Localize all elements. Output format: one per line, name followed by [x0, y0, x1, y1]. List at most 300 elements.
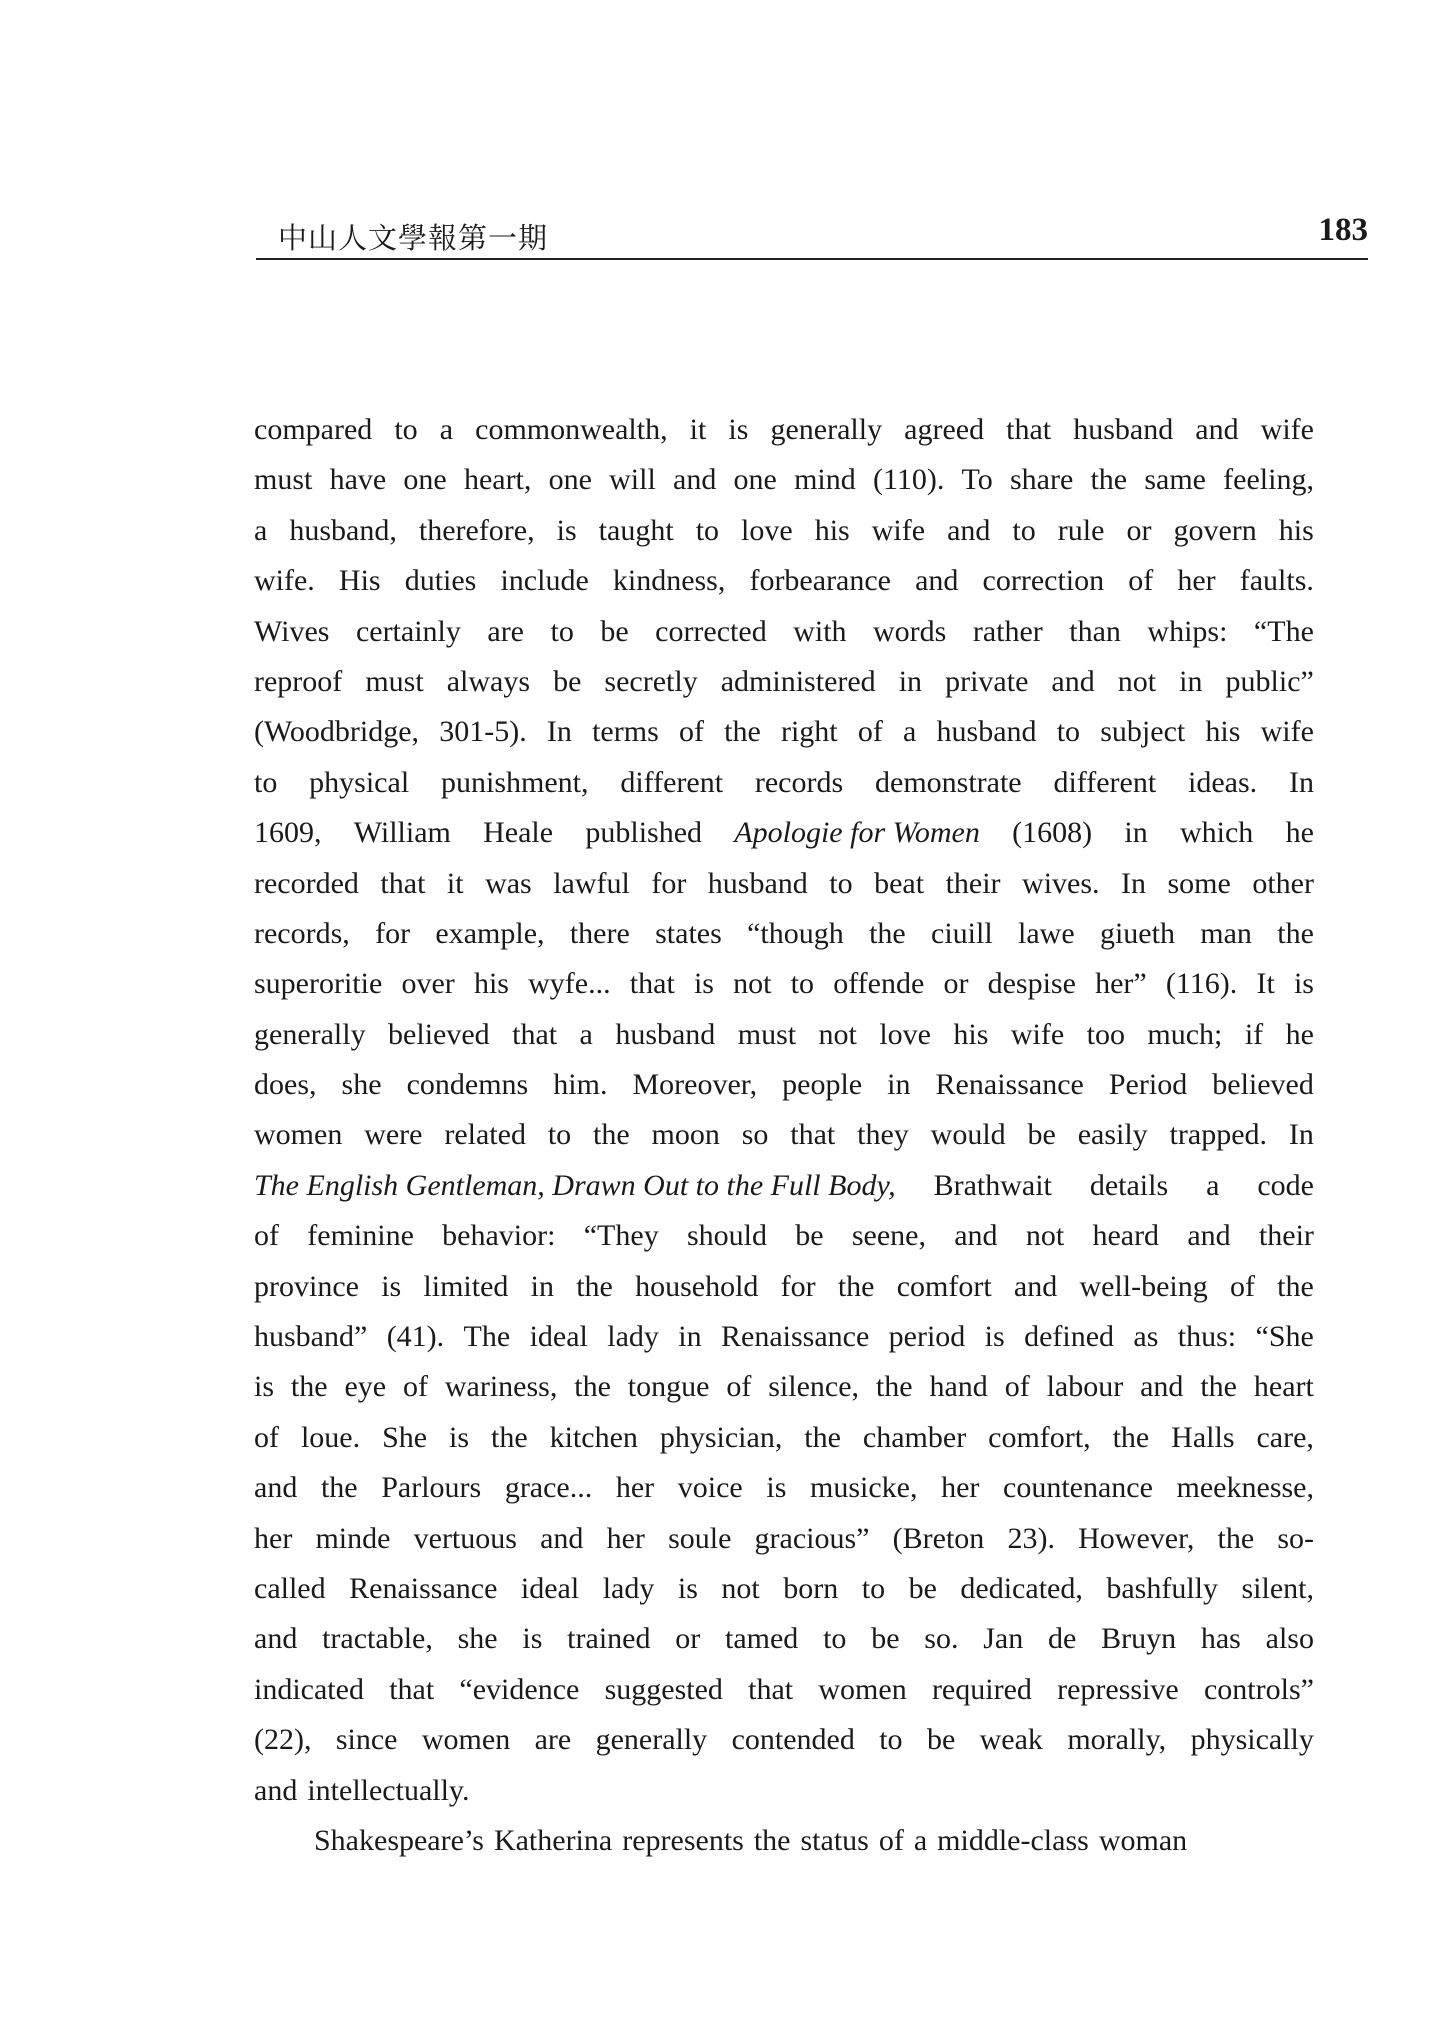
word: hand [929, 1370, 988, 1404]
word: a [903, 715, 917, 749]
word: His [338, 564, 381, 598]
word: that [512, 1017, 558, 1051]
word: generally [770, 413, 883, 446]
word: Renaissance [721, 1320, 870, 1354]
word: are [534, 1723, 572, 1757]
word: to [550, 614, 574, 648]
word: so- [1277, 1521, 1314, 1555]
word: to [823, 1622, 847, 1656]
text-line [254, 1766, 1314, 1816]
text-line [254, 959, 1314, 1009]
word: of [402, 1370, 428, 1404]
text-line [254, 909, 1314, 959]
word: of [726, 1370, 752, 1404]
word: women [818, 1672, 907, 1706]
word: household [635, 1269, 759, 1303]
word: physical [309, 765, 410, 799]
word: bashfully [1106, 1571, 1218, 1605]
word: meeknesse, [1176, 1471, 1314, 1505]
word: that [389, 1672, 435, 1706]
word: In [1288, 1118, 1314, 1152]
text-line [254, 657, 1314, 707]
word: Parlours [381, 1471, 482, 1505]
word: (1608) [1012, 816, 1093, 850]
word: middle-class [937, 1823, 1089, 1857]
text-line [254, 607, 1314, 657]
word: should [686, 1219, 767, 1253]
word: or [943, 967, 969, 1001]
word: his [473, 967, 509, 1001]
word: represents [622, 1823, 744, 1857]
word: his [814, 513, 850, 547]
word: is [522, 1622, 543, 1656]
text-line [254, 808, 1314, 858]
word: wife [871, 513, 926, 547]
text-line [254, 1816, 1314, 1866]
word: William [353, 816, 451, 850]
word: “though [747, 916, 844, 950]
word: and [1051, 664, 1095, 698]
word: over [401, 967, 455, 1001]
word: comfort, [988, 1420, 1091, 1454]
body-text [254, 405, 1314, 1866]
word: indicated [254, 1672, 364, 1706]
word: as [1133, 1320, 1159, 1354]
word: to [790, 967, 815, 1001]
word: love [879, 1017, 931, 1051]
word: the [1200, 1370, 1237, 1404]
word: certainly [355, 614, 461, 648]
word: ideal [529, 1320, 588, 1354]
word: rule [1057, 513, 1105, 547]
word: the [593, 1118, 630, 1152]
word: “She [1255, 1320, 1314, 1354]
word: “evidence [459, 1672, 580, 1706]
word: repressive [1057, 1672, 1179, 1706]
word: forbearance [749, 564, 892, 598]
word: corrected [655, 614, 767, 648]
word: that [380, 866, 426, 900]
word: her [941, 1471, 980, 1505]
word: commonwealth, [475, 413, 668, 446]
word: be [908, 1571, 937, 1605]
word: the [290, 1370, 328, 1404]
word: faults. [1239, 564, 1314, 598]
word: and [1140, 1370, 1184, 1404]
text-line [254, 1463, 1314, 1513]
word: different [1053, 765, 1157, 799]
word: and [540, 1521, 584, 1555]
word: of [254, 1219, 279, 1253]
word: other [1252, 866, 1314, 900]
word: feeling, [1223, 463, 1314, 497]
word: correction [982, 564, 1105, 598]
word: 1609, [254, 816, 322, 850]
word: the [490, 1420, 528, 1454]
word: the [724, 715, 761, 749]
word: his [953, 1017, 989, 1051]
text-line [254, 1110, 1314, 1160]
word: not [1025, 1219, 1065, 1253]
word: to [695, 513, 720, 547]
word: ideal [520, 1571, 580, 1605]
text-line [254, 1514, 1314, 1564]
word: a [579, 1017, 593, 1051]
word: soule [668, 1521, 732, 1555]
word: intellectually. [307, 1773, 470, 1807]
word: include [500, 564, 589, 598]
word: he [1285, 1017, 1314, 1051]
word: physically [1190, 1723, 1314, 1757]
word: a [439, 413, 454, 446]
word: trapped. [1169, 1118, 1268, 1152]
word: so. [924, 1622, 959, 1656]
word: wariness, [444, 1370, 558, 1404]
word: than [1069, 614, 1121, 648]
word: words [873, 614, 947, 648]
word: generally [595, 1723, 708, 1757]
word: is [381, 1269, 402, 1303]
word: lady [602, 1571, 655, 1605]
word: be [926, 1723, 956, 1757]
text-line [254, 1262, 1314, 1312]
word: too [1086, 1017, 1125, 1051]
text-line [254, 1715, 1314, 1765]
word: duties [404, 564, 477, 598]
word: not [721, 1571, 760, 1605]
word: right [780, 715, 838, 749]
word: Moreover, [632, 1068, 758, 1102]
word: to [879, 1723, 903, 1757]
word: the [1277, 916, 1314, 950]
word: be [795, 1219, 824, 1253]
text-line [254, 1665, 1314, 1715]
word: born [783, 1571, 839, 1605]
word: for [780, 1269, 816, 1303]
word: de [1048, 1622, 1077, 1656]
word: so [741, 1118, 769, 1152]
word: Halls [1171, 1420, 1235, 1454]
word: husband [936, 715, 1037, 749]
word: thus: [1177, 1320, 1237, 1354]
word: details [1089, 1168, 1169, 1202]
word: (Woodbridge, [254, 715, 420, 749]
word: one [733, 463, 777, 497]
word: not [1117, 664, 1157, 698]
word: recorded [254, 866, 359, 900]
word: beat [874, 866, 925, 900]
word: Wives [254, 614, 330, 648]
word: chamber [862, 1420, 967, 1454]
word: always [446, 664, 531, 698]
word: records, [254, 916, 350, 950]
word: for [651, 866, 687, 900]
word: and [954, 1219, 998, 1253]
word: subject [1100, 715, 1186, 749]
word: wife [1260, 413, 1314, 446]
word: terms [592, 715, 659, 749]
word: generally [254, 1017, 366, 1051]
word: silent, [1241, 1571, 1314, 1605]
word: wyfe... [528, 967, 611, 1001]
word: of [678, 715, 704, 749]
word: physician, [659, 1420, 783, 1454]
text-line [254, 506, 1314, 556]
word: is [254, 1370, 275, 1404]
word: and [254, 1471, 298, 1505]
text-line [254, 707, 1314, 757]
word: the [753, 1823, 791, 1857]
word: also [1265, 1622, 1314, 1656]
word: to [547, 1118, 572, 1152]
word: grace... [504, 1471, 593, 1505]
word: Shakespeare’s [314, 1823, 484, 1857]
word: province [254, 1269, 359, 1303]
word: the [1217, 1521, 1255, 1555]
word: musicke, [809, 1471, 918, 1505]
word: mind [794, 463, 856, 497]
word: dedicated, [960, 1571, 1083, 1605]
word: be [553, 664, 582, 698]
word: Renaissance [935, 1068, 1084, 1102]
word: feminine [307, 1219, 414, 1253]
word: voice [677, 1471, 743, 1505]
word: must [365, 664, 424, 698]
word: is [766, 1471, 787, 1505]
word: his [1205, 715, 1241, 749]
word: heart [1253, 1370, 1314, 1404]
text-line [254, 1362, 1314, 1412]
word: is [693, 967, 714, 1001]
word: she [341, 1068, 382, 1102]
word: not [818, 1017, 857, 1051]
word: and [1187, 1219, 1231, 1253]
word: vertuous [413, 1521, 517, 1555]
word: to [394, 413, 418, 446]
word: punishment, [440, 765, 589, 799]
word: states [655, 916, 722, 950]
word: much; [1147, 1017, 1223, 1051]
word: in [678, 1320, 702, 1354]
word: is [728, 413, 749, 446]
word: love [741, 513, 793, 547]
word: behavior: [442, 1219, 556, 1253]
word: must [737, 1017, 797, 1051]
word: the [875, 1370, 913, 1404]
word: Renaissance [349, 1571, 498, 1605]
word: therefore, [418, 513, 535, 547]
word: husband [615, 1017, 716, 1051]
word: Jan [983, 1622, 1024, 1656]
word: public” [1225, 664, 1314, 698]
word: and [947, 513, 991, 547]
word: her” [1095, 967, 1147, 1001]
word: wives. [1022, 866, 1100, 900]
word: (Breton [892, 1521, 985, 1555]
word: gracious” [754, 1521, 870, 1555]
word: the [1277, 1269, 1314, 1303]
word: (41). [386, 1320, 445, 1354]
text-line [254, 556, 1314, 606]
word: the [320, 1471, 358, 1505]
word: be [871, 1622, 900, 1656]
word: moon [651, 1118, 720, 1152]
word: lady [607, 1320, 659, 1354]
word: believed [1212, 1068, 1314, 1102]
word: agreed [904, 413, 985, 446]
word: of [857, 715, 883, 749]
word: that [629, 967, 675, 1001]
word: well-being [1079, 1269, 1208, 1303]
word: and [254, 1622, 298, 1656]
word: and [1195, 413, 1239, 446]
word: that [748, 1672, 794, 1706]
word: her [615, 1471, 655, 1505]
word: code [1257, 1168, 1314, 1202]
word: compared [254, 413, 373, 446]
word: comfort [896, 1269, 992, 1303]
word: the [1112, 1420, 1150, 1454]
italic-title: The English Gentleman, Drawn Out to the Full Body, [254, 1168, 896, 1202]
word: her [254, 1521, 293, 1555]
word: Brathwait [933, 1168, 1052, 1202]
word: despise [987, 967, 1076, 1001]
word: to [1056, 715, 1081, 749]
word: suggested [604, 1672, 723, 1706]
word: has [1200, 1622, 1241, 1656]
word: records [754, 765, 844, 799]
word: or [675, 1622, 701, 1656]
word: minde [315, 1521, 391, 1555]
word: “They [583, 1219, 659, 1253]
word: would [930, 1118, 1006, 1152]
word: related [444, 1118, 526, 1152]
word: be [1027, 1118, 1056, 1152]
word: wife. [254, 564, 315, 598]
word: her [1177, 564, 1216, 598]
text-line [254, 758, 1314, 808]
word: it [446, 866, 464, 900]
word: a [913, 1823, 928, 1857]
text-line [254, 1211, 1314, 1261]
word: trained [567, 1622, 651, 1656]
word: lawful [553, 866, 630, 900]
word: since [335, 1723, 398, 1757]
word: to [829, 866, 853, 900]
word: husband [1073, 413, 1174, 446]
word: to [861, 1571, 886, 1605]
word: women [421, 1723, 511, 1757]
word: be [600, 614, 629, 648]
word: husband [707, 866, 808, 900]
word: their [1258, 1219, 1314, 1253]
word: private [945, 664, 1029, 698]
word: with [793, 614, 847, 648]
text-line [254, 1010, 1314, 1060]
word: silence, [768, 1370, 860, 1404]
word: is [556, 513, 577, 547]
word: their [945, 866, 1001, 900]
word: and [915, 564, 959, 598]
word: Heale [483, 816, 554, 850]
word: of [1004, 1370, 1030, 1404]
word: (22), [254, 1723, 312, 1757]
word: woman [1098, 1823, 1188, 1857]
word: To [961, 463, 993, 497]
word: In [1121, 866, 1147, 900]
word: people [782, 1068, 863, 1102]
word: have [329, 463, 387, 497]
word: women [254, 1118, 343, 1152]
word: Katherina [493, 1823, 613, 1857]
word: condemns [406, 1068, 529, 1102]
word: him. [553, 1068, 608, 1102]
word: secretly [604, 664, 698, 698]
word: of [1128, 564, 1154, 598]
word: of [1229, 1269, 1255, 1303]
word: in [1179, 664, 1203, 698]
word: husband, [289, 513, 397, 547]
text-line [254, 1564, 1314, 1614]
word: defined [1024, 1320, 1115, 1354]
text-line [254, 1413, 1314, 1463]
word: reproof [254, 664, 343, 698]
word: lawe [1018, 916, 1075, 950]
word: example, [435, 916, 545, 950]
word: whips: [1147, 614, 1228, 648]
word: loue. [300, 1420, 361, 1454]
text-line [254, 1060, 1314, 1110]
word: wife [1010, 1017, 1065, 1051]
word: in [1124, 816, 1148, 850]
word: tongue [627, 1370, 710, 1404]
word: the [576, 1269, 613, 1303]
word: one [548, 463, 592, 497]
word: tractable, [322, 1622, 433, 1656]
word: kindness, [612, 564, 726, 598]
page-number: 183 [1318, 212, 1368, 248]
word: are [487, 614, 524, 648]
word: the [574, 1370, 611, 1404]
word: will [609, 463, 656, 497]
word: is [1293, 967, 1314, 1001]
word: countenance [1003, 1471, 1153, 1505]
word: and [1013, 1269, 1058, 1303]
word: called [254, 1571, 326, 1605]
word: kitchen [549, 1420, 638, 1454]
page-header [256, 212, 1368, 262]
word: 301-5). [439, 715, 527, 749]
word: heard [1092, 1219, 1160, 1253]
word: (116). [1165, 967, 1238, 1001]
word: for [375, 916, 411, 950]
word: The [463, 1320, 511, 1354]
word: the [869, 916, 906, 950]
word: is [449, 1420, 470, 1454]
text-line [254, 455, 1314, 505]
text-line [254, 405, 1314, 455]
word: a [254, 513, 268, 547]
word: the [804, 1420, 841, 1454]
word: does, [254, 1068, 317, 1102]
word: in [898, 664, 923, 698]
word: In [546, 715, 572, 749]
word: believed [388, 1017, 490, 1051]
word: status [800, 1823, 869, 1857]
word: it [689, 413, 707, 446]
text-line [254, 1312, 1314, 1362]
word: easily [1077, 1118, 1148, 1152]
